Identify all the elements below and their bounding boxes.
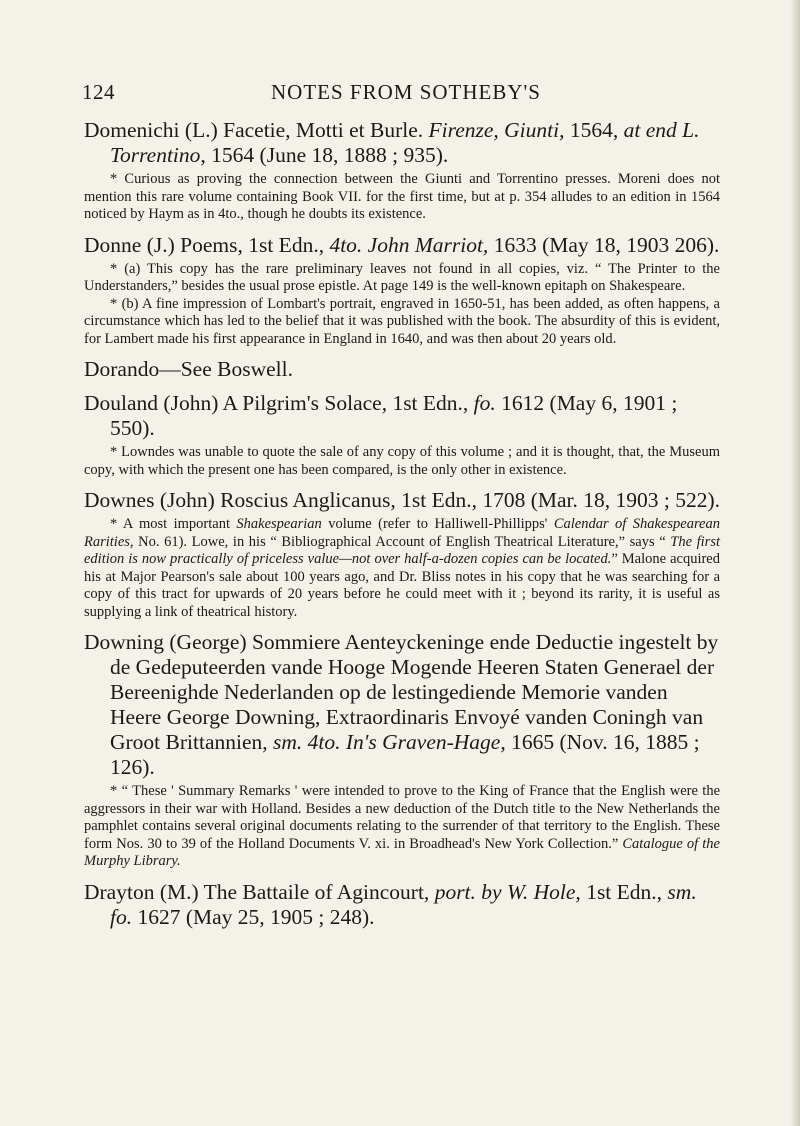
text-run: Drayton (M.) The Battaile of Agincourt,	[84, 879, 435, 904]
running-title: NOTES FROM SOTHEBY'S	[271, 80, 541, 104]
italic-run: 4to. John Marriot,	[329, 232, 489, 257]
text-run: 1564,	[564, 118, 624, 142]
text-run: 1564 (June 18, 1888 ; 935).	[205, 143, 449, 167]
text-run: * “ These ' Summary Remarks ' were intended to prove to the King of France that the English were the aggressors in their war with Holland. Besides a new deduction of the Dutch title to the New Netherlands the pamphlet contains several original documents relating to the surrender of that territory to the English. These form Nos. 30 to 39 of the Holland Documents V. xi. in Broadhead's New York Collection.”	[84, 783, 720, 852]
italic-run: Calendar of Shakespearean Rarities,	[84, 516, 720, 550]
entry-heading	[84, 630, 720, 780]
catalogue-entry	[84, 488, 720, 621]
entry-note	[84, 171, 720, 224]
italic-run: sm. fo.	[110, 879, 697, 929]
text-run: Douland (John) A Pilgrim's Solace, 1st Edn.,	[84, 391, 474, 415]
text-run: 1627 (May 25, 1905 ; 248).	[132, 904, 375, 929]
entry-heading	[84, 357, 720, 382]
text-run: ” Malone acquired his at Major Pearson's sale about 100 years ago, and Dr. Bliss notes in his copy that he was searching for a copy of this tract for upwards of 20 years before he could meet with it ; beyond its rarity, it is useful as supplying a link of theatrical history.	[84, 551, 720, 620]
entry-note	[84, 444, 720, 479]
text-run: Downing (George) Sommiere Aenteyckeninge ende Deductie ingestelt by de Gedeputeerden vande Hooge Mogende Heeren Staten Generael der Bereenighde Nederlanden op de lestingediende Memorie vanden Heere George Downing, Extraordinaris Envoyé vanden Coningh van Groot Brittannien,	[84, 630, 719, 754]
italic-run: The first edition is now practically of priceless value—not over half-a-dozen copies can be located.	[84, 533, 720, 567]
catalogue-entry	[84, 391, 720, 479]
italic-run: Shakespearian	[236, 516, 322, 532]
text-run: Donne (J.) Poems, 1st Edn.,	[84, 232, 330, 257]
entry-note	[84, 783, 720, 871]
page-edge-shadow	[790, 0, 800, 1126]
catalogue-entry	[84, 118, 720, 224]
italic-run: sm. 4to. In's Graven-Hage,	[273, 730, 506, 754]
catalogue-entry	[84, 233, 720, 349]
italic-run: port. by W. Hole,	[434, 879, 581, 904]
text-run: * A most important	[110, 516, 237, 532]
text-run: * (a) This copy has the rare preliminary leaves not found in all copies, viz. “ The Printer to the Understanders,” besides the usual prose epistle. At page 149 is the well-known epitaph on Shakespeare.	[84, 260, 720, 294]
entry-heading	[84, 233, 720, 258]
text-run: Dorando—See Boswell.	[84, 357, 293, 381]
italic-run: fo.	[473, 391, 496, 415]
text-run: No. 61). Lowe, in his “ Bibliographical Account of English Theatrical Literature,” says “	[133, 533, 671, 550]
page-number: 124	[82, 80, 115, 104]
catalogue-entry	[84, 630, 720, 871]
catalogue-entry	[84, 357, 720, 382]
catalogue-entry	[84, 880, 720, 930]
italic-run: Catalogue of the Murphy Library.	[84, 835, 720, 869]
catalogue-entries	[84, 118, 720, 939]
text-run: volume (refer to Halliwell-Phillipps'	[321, 516, 554, 532]
text-run: Domenichi (L.) Facetie, Motti et Burle.	[84, 118, 429, 142]
text-run: * Lowndes was unable to quote the sale of any copy of this volume ; and it is thought, that, the Museum copy, with which the present one has been compared, is the only other in existence.	[84, 444, 720, 478]
text-run: 1665 (Nov. 16, 1885 ; 126).	[110, 730, 700, 779]
text-run: 1612 (May 6, 1901 ; 550).	[110, 391, 678, 440]
entry-heading	[84, 880, 720, 930]
text-run: Downes (John) Roscius Anglicanus, 1st Edn., 1708 (Mar. 18, 1903 ; 522).	[84, 488, 721, 512]
entry-note	[84, 296, 720, 349]
italic-run: at end L. Torrentino,	[110, 118, 700, 167]
entry-heading	[84, 118, 720, 168]
running-header	[82, 80, 730, 110]
entry-note	[84, 261, 720, 296]
text-run: 1633 (May 18, 1903 206).	[488, 232, 720, 257]
italic-run: Firenze, Giunti,	[428, 118, 565, 142]
entry-heading	[84, 488, 720, 513]
text-run: * (b) A fine impression of Lombart's portrait, engraved in 1650-51, has been added, as often happens, a circumstance which has led to the belief that it was published with the book. The absurdity of this is evident, for Lambert made his first appearance in England in 1640, and was then about 20 years old.	[84, 295, 720, 347]
text-run: 1st Edn.,	[580, 879, 668, 904]
text-run: * Curious as proving the connection between the Giunti and Torrentino presses. Moreni does not mention this rare volume containing Book VII. for the first time, but at p. 354 alludes to an edition in 1564 noticed by Haym as in 4to., though he doubts its existence.	[84, 171, 720, 222]
entry-heading	[84, 391, 720, 441]
entry-note	[84, 516, 720, 621]
